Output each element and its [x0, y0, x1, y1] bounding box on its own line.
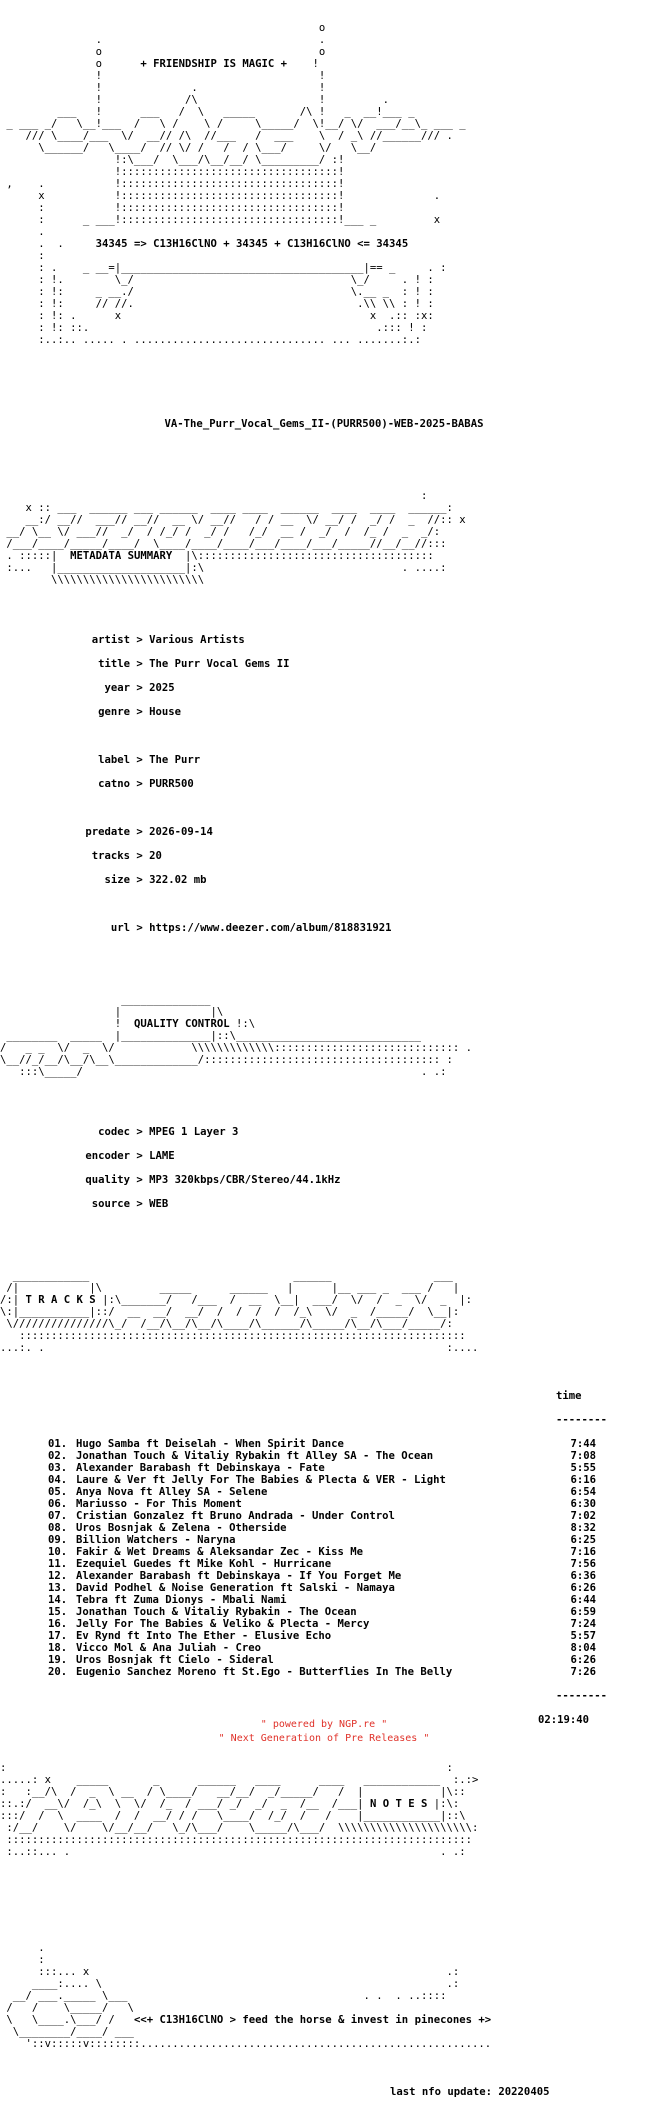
track-title: Fakir & Wet Dreams & Aleksandar Zec - Kiss Me	[76, 1546, 364, 1558]
track-number: 05.	[48, 1486, 68, 1498]
qc-source-value: WEB	[149, 1198, 169, 1210]
track-row	[0, 1474, 648, 1486]
tagline-ascii-art: . : :::... x .: ____:.... \ .: __/ ___._____ \___ . . . ..:::: / / \_____/ \ \ \____.\___/ / <<+ C13H16ClNO > feed the horse & invest in pinecones +> \________/____/ ___ '::v:::::v::::::::.......................................................	[6, 1942, 492, 2050]
footer-tagline: " Next Generation of Pre Releases "	[218, 1733, 430, 1744]
track-duration: 8:32	[570, 1522, 596, 1534]
time-header-row	[0, 1390, 648, 1402]
track-duration: 8:04	[570, 1642, 596, 1654]
track-title: Cristian Gonzalez ft Bruno Andrada - Under Control	[76, 1510, 395, 1522]
track-duration: 5:55	[570, 1462, 596, 1474]
track-number: 20.	[48, 1666, 68, 1678]
track-duration: 6:16	[570, 1474, 596, 1486]
meta-size-row: size > 322.02 mb	[104, 874, 207, 886]
track-row	[0, 1618, 648, 1630]
last-update: last nfo update: 20220405	[390, 2086, 550, 2098]
notes-heading: N O T E S	[369, 1798, 428, 1810]
nfo-document	[0, 10, 648, 2110]
track-title: Uros Bosnjak ft Cielo - Sideral	[76, 1654, 274, 1666]
metadata-heading: METADATA SUMMARY	[70, 550, 173, 562]
qc-codec-row: codec > MPEG 1 Layer 3	[98, 1126, 239, 1138]
tracks-ascii-art: ____________ ______ ___ /| |\ _____ ______ | |__ ___ _ ___ / | /:| T R A C K S |:\_______/ /___ / __ \__| ___/ \/ / _ \/ _ |: \:|___________|::/ __ __/ __/ / / / / /_\ \/ _ /_____/ \__|: \///////////////\_/ /__/\__/\__/\____/\______/\_____/\__/\___/_____/: :::::::::::::::::::::::::::::::::::::::::::::::::::::::::::::::::::::: ...:. . :....	[0, 1270, 479, 1354]
tracks-heading: T R A C K S	[25, 1294, 96, 1306]
track-duration: 6:26	[570, 1582, 596, 1594]
meta-catno-value: PURR500	[149, 778, 194, 790]
track-number: 10.	[48, 1546, 68, 1558]
track-number: 07.	[48, 1510, 68, 1522]
track-title: Ezequiel Guedes ft Mike Kohl - Hurricane	[76, 1558, 332, 1570]
track-number: 04.	[48, 1474, 68, 1486]
track-row	[0, 1546, 648, 1558]
qc-encoder-row: encoder > LAME	[85, 1150, 175, 1162]
track-title: Alexander Barabash ft Debinskaya - Fate	[76, 1462, 325, 1474]
track-row	[0, 1642, 648, 1654]
track-duration: 6:54	[570, 1486, 596, 1498]
track-row	[0, 1438, 648, 1450]
track-duration: 6:30	[570, 1498, 596, 1510]
track-title: Jonathan Touch & Vitaliy Rybakin - The Ocean	[76, 1606, 357, 1618]
meta-year-row: year > 2025	[104, 682, 175, 694]
track-row	[0, 1534, 648, 1546]
track-number: 11.	[48, 1558, 68, 1570]
total-rule: --------	[556, 1690, 608, 1702]
quality-ascii-art: ______________ | |\ ! QUALITY CONTROL !:\ ________ _____ |______________|::\_____________________________ / _ _ \/ _ \/ \\\\\\\\\\\\\::::::::::::::::::::::::::::: . \__//_/__/\__/\__\_____________/::::::::::::::::::::::::::::::::::::: : :::\_____/ . .:	[0, 994, 472, 1078]
track-number: 03.	[48, 1462, 68, 1474]
track-duration: 6:59	[570, 1606, 596, 1618]
track-title: Anya Nova ft Alley SA - Selene	[76, 1486, 268, 1498]
quality-heading: QUALITY CONTROL	[133, 1018, 230, 1030]
meta-size-value: 322.02 mb	[149, 874, 207, 886]
track-duration: 6:36	[570, 1570, 596, 1582]
track-title: Hugo Samba ft Deiselah - When Spirit Dance	[76, 1438, 344, 1450]
track-number: 18.	[48, 1642, 68, 1654]
track-title: Mariusso - For This Moment	[76, 1498, 242, 1510]
track-number: 02.	[48, 1450, 68, 1462]
qc-quality-value: MP3 320kbps/CBR/Stereo/44.1kHz	[149, 1174, 341, 1186]
meta-artist-row: artist > Various Artists	[91, 634, 245, 646]
track-row	[0, 1570, 648, 1582]
track-row	[0, 1582, 648, 1594]
time-header: time	[556, 1390, 582, 1402]
track-row	[0, 1486, 648, 1498]
qc-codec-value: MPEG 1 Layer 3	[149, 1126, 239, 1138]
track-duration: 6:25	[570, 1534, 596, 1546]
track-title: Ev Rynd ft Into The Ether - Elusive Echo	[76, 1630, 332, 1642]
track-number: 12.	[48, 1570, 68, 1582]
track-row	[0, 1522, 648, 1534]
footer-powered-by: " powered by NGP.re "	[260, 1719, 388, 1730]
time-header-rule: --------	[556, 1414, 608, 1426]
track-row	[0, 1594, 648, 1606]
qc-source-row: source > WEB	[91, 1198, 169, 1210]
header-ascii-art: o . . o o o + FRIENDSHIP IS MAGIC + ! ! ! ! . ! ! /\ ! . ___ ! ___ / \ _____ /\ ! _ __!___ _ _ ___ _/ \__!___ / \ / \ / \_____/ \!__/ \/ ___/__\_ ___ _ /// \____/___ \/ __// /\ //___ / ___ \ / _\ //______/// . \______/ \____/ // \/ / / / \___/ \/ \__/ !:\___/ \___/\__/__/ \_________/ :! !::::::::::::::::::::::::::::::::::! , . !::::::::::::::::::::::::::::::::::! x !::::::::::::::::::::::::::::::::::! . : !::::::::::::::::::::::::::::::::::! : _ ___!::::::::::::::::::::::::::::::::::!___ _ x . . . 34345 => C13H16ClNO + 34345 + C13H16ClNO <= 34345 : : . _ __=|______________________________________|== _ . : : !. \_/ \_/ . ! : : !: _ __./ \.__ _ : ! : : !: // //. .\\ \\ : ! : : !: . x x .:: :x: : !: ::. .::: ! : :..:.. ..... . .............................. ... .......:.:	[6, 22, 466, 346]
meta-predate-value: 2026-09-14	[149, 826, 213, 838]
meta-tracks-row: tracks > 20	[91, 850, 162, 862]
track-duration: 6:44	[570, 1594, 596, 1606]
track-title: Jelly For The Babies & Veliko & Plecta - Mercy	[76, 1618, 370, 1630]
track-number: 06.	[48, 1498, 68, 1510]
meta-catno-row: catno > PURR500	[98, 778, 194, 790]
metadata-ascii-art: : x :: ___ ______ ___ ______ ____ ____ ______ ____ ____ ______: __:/ __// ___// __// __ \/ __// / / __ \/ __/ / _/ / _ //:: x __/ \__ \/ ___// _/ / /_/ / _/ / /_/ __ / _/ / /_ / _ _/: /___/____/_____/____/ \____/____/____/___/____/___/_____//__/__//::: . :::::| METADATA SUMMARY |\::::::::::::::::::::::::::::::::::::: :... |____________________|:\ . ....: \\\\\\\\\\\\\\\\\\\\\\\\	[6, 490, 466, 586]
track-duration: 6:26	[570, 1654, 596, 1666]
track-duration: 7:56	[570, 1558, 596, 1570]
meta-genre-value: House	[149, 706, 182, 718]
track-number: 08.	[48, 1522, 68, 1534]
track-number: 17.	[48, 1630, 68, 1642]
track-title: Uros Bosnjak & Zelena - Otherside	[76, 1522, 287, 1534]
track-number: 15.	[48, 1606, 68, 1618]
track-number: 01.	[48, 1438, 68, 1450]
header-title: + FRIENDSHIP IS MAGIC +	[140, 58, 288, 70]
tagline: <<+ C13H16ClNO > feed the horse & invest in pinecones +>	[133, 2014, 492, 2026]
meta-url-row: url > https://www.deezer.com/album/818831921	[110, 922, 392, 934]
meta-year-value: 2025	[149, 682, 175, 694]
track-duration: 7:02	[570, 1510, 596, 1522]
meta-genre-row: genre > House	[98, 706, 182, 718]
meta-title-row: title > The Purr Vocal Gems II	[98, 658, 290, 670]
track-duration: 5:57	[570, 1630, 596, 1642]
track-row	[0, 1498, 648, 1510]
track-row	[0, 1630, 648, 1642]
qc-quality-row: quality > MP3 320kbps/CBR/Stereo/44.1kHz	[85, 1174, 341, 1186]
meta-label-value: The Purr	[149, 754, 201, 766]
track-title: Vicco Mol & Ana Juliah - Creo	[76, 1642, 261, 1654]
tracklist	[0, 1438, 648, 1678]
meta-url-link[interactable]: https://www.deezer.com/album/818831921	[149, 922, 392, 934]
meta-predate-row: predate > 2026-09-14	[85, 826, 213, 838]
track-title: Eugenio Sanchez Moreno ft St.Ego - Butterflies In The Belly	[76, 1666, 453, 1678]
qc-encoder-value: LAME	[149, 1150, 175, 1162]
track-title: David Podhel & Noise Generation ft Salski - Namaya	[76, 1582, 395, 1594]
track-number: 19.	[48, 1654, 68, 1666]
track-duration: 7:16	[570, 1546, 596, 1558]
track-row	[0, 1450, 648, 1462]
track-number: 14.	[48, 1594, 68, 1606]
track-title: Tebra ft Zuma Dionys - Mbali Nami	[76, 1594, 287, 1606]
total-time: 02:19:40	[538, 1714, 590, 1726]
release-name: VA-The_Purr_Vocal_Gems_II-(PURR500)-WEB-2025-BABAS	[164, 418, 484, 430]
track-number: 16.	[48, 1618, 68, 1630]
track-title: Billion Watchers - Naryna	[76, 1534, 236, 1546]
track-title: Jonathan Touch & Vitaliy Rybakin ft Alley SA - The Ocean	[76, 1450, 434, 1462]
track-row	[0, 1558, 648, 1570]
track-row	[0, 1666, 648, 1678]
meta-title-value: The Purr Vocal Gems II	[149, 658, 290, 670]
track-row	[0, 1510, 648, 1522]
meta-artist-value: Various Artists	[149, 634, 245, 646]
track-number: 09.	[48, 1534, 68, 1546]
track-duration: 7:26	[570, 1666, 596, 1678]
meta-label-row: label > The Purr	[98, 754, 201, 766]
track-number: 13.	[48, 1582, 68, 1594]
track-row	[0, 1654, 648, 1666]
notes-ascii-art: : : .....: x _____ _ ______ ____ ____ ____________ :.:> : :__/\ / _ \ __ / \____/ __/__/ _/_____/ / | |\:: ::.:/ __\/ /_\ \ \/ /_ / ___/ _/ _/ _ /__ /___| N O T E S |:\: :::/ / \ ____ / / __/ / / \____/ /_/ / / |____________|::\ :/__/ \/ \/__/__/ \_/\___/ \_____/\___/ \\\\\\\\\\\\\\\\\\\\\: ::::::::::::::::::::::::::::::::::::::::::::::::::::::::::::::::::::::::: :..::... . . .:	[0, 1762, 479, 1858]
track-title: Alexander Barabash ft Debinskaya - If You Forget Me	[76, 1570, 402, 1582]
track-duration: 7:44	[570, 1438, 596, 1450]
track-duration: 7:24	[570, 1618, 596, 1630]
formula-line: 34345 => C13H16ClNO + 34345 + C13H16ClNO <= 34345	[95, 238, 409, 250]
track-row	[0, 1606, 648, 1618]
meta-tracks-value: 20	[149, 850, 162, 862]
track-row	[0, 1462, 648, 1474]
track-duration: 7:08	[570, 1450, 596, 1462]
track-title: Laure & Ver ft Jelly For The Babies & Plecta & VER - Light	[76, 1474, 446, 1486]
